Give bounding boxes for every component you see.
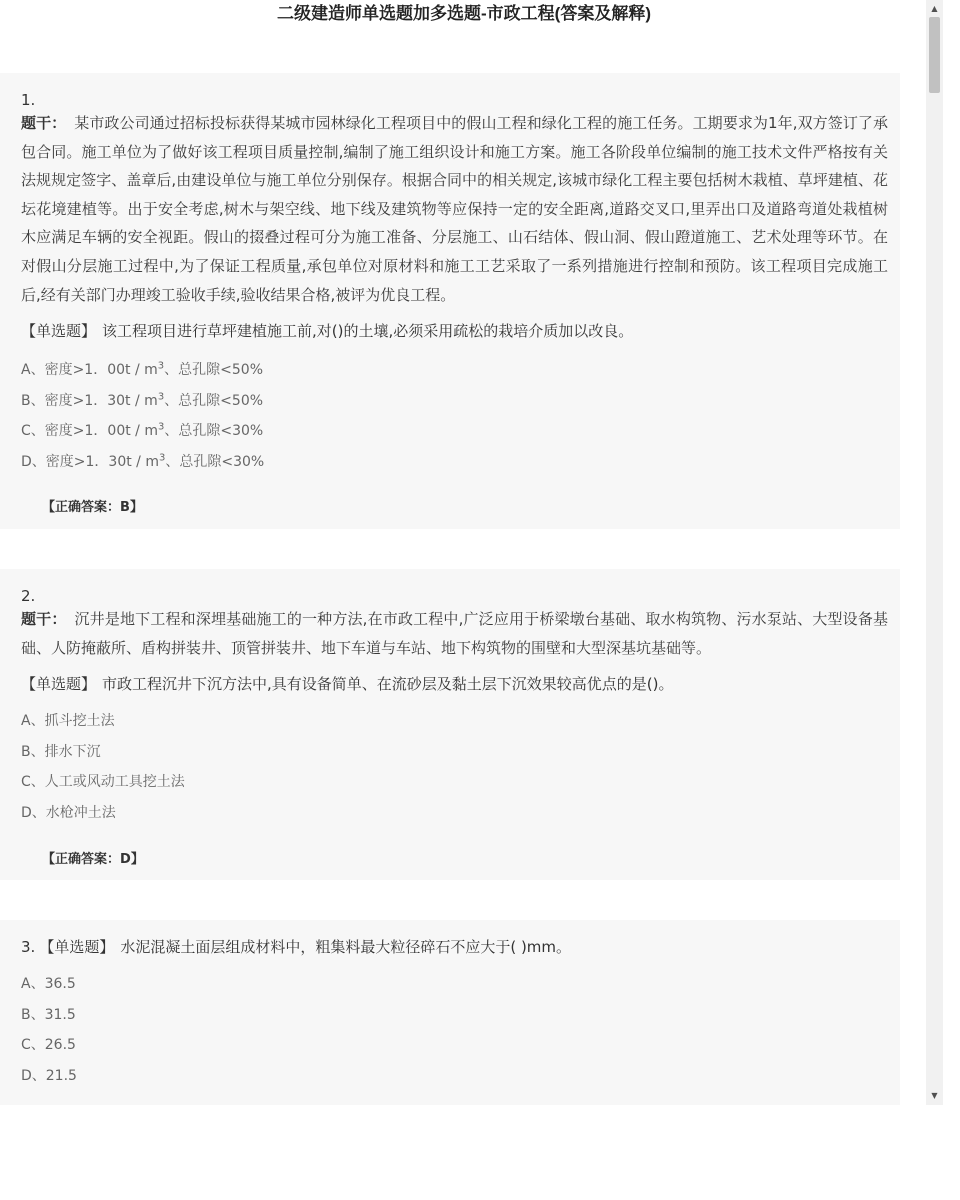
question-text bbox=[21, 935, 888, 959]
option-b: B、排水下沉 bbox=[21, 743, 101, 760]
stem-label: 题干： bbox=[21, 610, 67, 628]
option-list bbox=[21, 355, 888, 477]
option-a: A、密度>1．$00t / m^3$、总孔隙<50% bbox=[21, 360, 264, 379]
question-prompt: 市政工程沉井下沉方法中,具有设备简单、在流砂层及黏土层下沉效果较高优点的是()。 bbox=[102, 675, 674, 694]
option-d: D、水枪冲土法 bbox=[21, 804, 116, 821]
question-number: 3. bbox=[21, 938, 36, 956]
option-b: B、密度>1．$30t / m^3$、总孔隙<50% bbox=[21, 391, 264, 409]
question-stem bbox=[21, 605, 888, 662]
question-type: 【单选题】 bbox=[21, 322, 97, 341]
stem-text: 沉井是地下工程和深埋基础施工的一种方法,在市政工程中,广泛应用于桥梁墩台基础、取水构筑物、污水泵站、大型设备基础、人防掩蔽所、盾构拼装井、顶管拼装井、地下车道与车站、地下构筑物的围壁和大型深基坑基础等。 bbox=[21, 610, 888, 657]
question-type: 【单选题】 bbox=[39, 938, 115, 956]
option-a: A、36.5 bbox=[21, 976, 76, 992]
correct-answer: 【正确答案：B】 bbox=[42, 500, 143, 516]
stem-text: 某市政公司通过招标投标获得某城市园林绿化工程项目中的假山工程和绿化工程的施工任务。工期要求为1年,双方签订了承包合同。施工单位为了做好该工程项目质量控制,编制了施工组织设计和施工方案。施工各阶段单位编制的施工技术文件严格按有关法规规定签字、盖章后,由建设单位与施工单位分别保存。根据合同中的相关规定,该城市绿化工程主要包括树木栽植、草坪建植、花坛花境建植等。出于安全考虑,树木与架空线、地下线及建筑物等应保持一定的安全距离,道路交叉口,里弄出口及道路弯道处栽植树木应满足车辆的安全视距。假山的掇叠过程可分为施工准备、分层施工、山石结体、假山洞、假山蹬道施工、艺术处理等环节。在对假山分层施工过程中,为了保证工程质量,承包单位对原材料和施工工艺采取了一系列措施进行控制和预防。该工程项目完成施工后,经有关部门办理竣工验收手续,验收结果合格,被评为优良工程。 bbox=[21, 114, 888, 304]
question-prompt: 水泥混凝土面层组成材料中，粗集料最大粒径碎石不应大于( )mm。 bbox=[120, 938, 572, 956]
option-a: A、抓斗挖土法 bbox=[21, 713, 115, 730]
option-d: D、密度>1．$30t / m^3$、总孔隙<30% bbox=[21, 452, 265, 470]
question-number: 1. bbox=[21, 91, 36, 109]
scroll-down-icon[interactable]: ▼ bbox=[931, 1091, 938, 1100]
page-title: 二级建造师单选题加多选题-市政工程(答案及解释) bbox=[277, 4, 651, 23]
question-text bbox=[21, 672, 888, 696]
vertical-scrollbar[interactable] bbox=[926, 0, 943, 1105]
question-text bbox=[21, 319, 888, 343]
question-number: 2. bbox=[21, 587, 36, 605]
option-list bbox=[21, 706, 888, 828]
option-list bbox=[21, 969, 888, 1091]
question-stem bbox=[21, 109, 888, 309]
option-c: C、26.5 bbox=[21, 1037, 76, 1053]
option-b: B、31.5 bbox=[21, 1006, 76, 1023]
question-type: 【单选题】 bbox=[21, 675, 97, 694]
option-c: C、密度>1．$00t / m^3$、总孔隙<30% bbox=[21, 421, 264, 440]
scroll-thumb[interactable] bbox=[929, 17, 940, 93]
question-card-2 bbox=[0, 569, 900, 880]
stem-label: 题干： bbox=[21, 114, 67, 132]
option-d: D、21.5 bbox=[21, 1067, 77, 1084]
scroll-up-icon[interactable]: ▲ bbox=[931, 4, 938, 13]
question-prompt: 该工程项目进行草坪建植施工前,对()的土壤,必须采用疏松的栽培介质加以改良。 bbox=[102, 322, 634, 341]
correct-answer: 【正确答案：D】 bbox=[42, 852, 144, 868]
question-card-3 bbox=[0, 920, 900, 1105]
question-card-1 bbox=[0, 73, 900, 529]
option-c: C、人工或风动工具挖土法 bbox=[21, 774, 185, 791]
